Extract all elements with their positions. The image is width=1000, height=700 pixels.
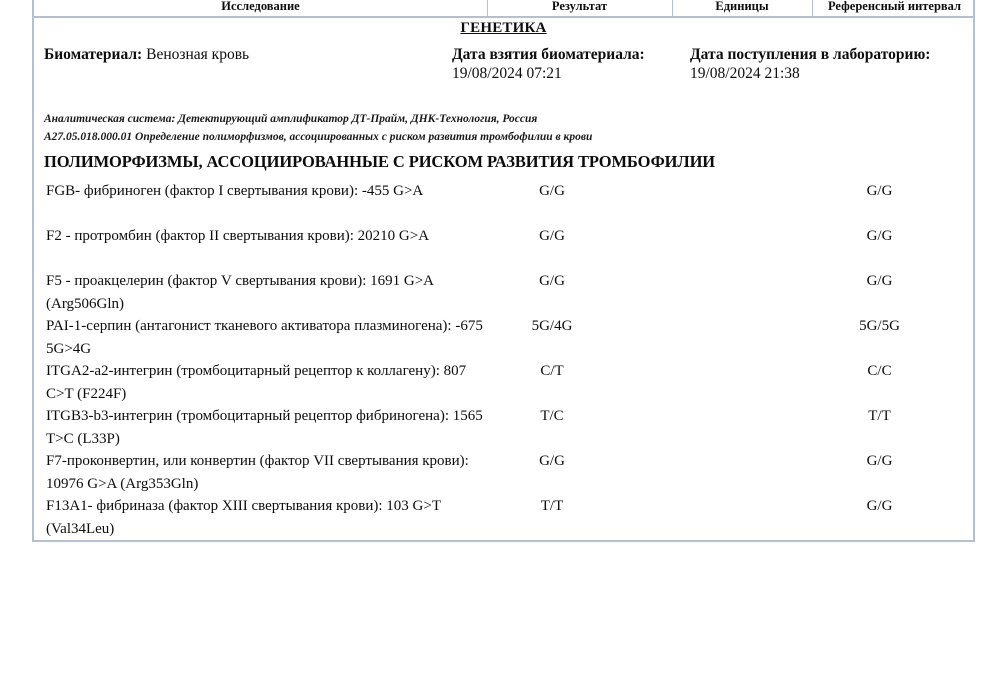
row-result-value: T/C (540, 408, 564, 424)
row-reference-value: T/T (868, 408, 891, 424)
row-reference-value: G/G (866, 498, 893, 514)
row-result-value: G/G (539, 183, 565, 199)
column-header-study: Исследование (221, 0, 300, 13)
row-result-value: G/G (539, 453, 565, 469)
date-received-value: 19/08/2024 21:38 (690, 65, 800, 82)
biomaterial-value: Венозная кровь (146, 46, 250, 63)
column-header-result: Результат (551, 0, 608, 13)
row-result-value: C/T (540, 363, 564, 379)
row-result-value: G/G (539, 228, 565, 244)
row-reference-value: 5G/5G (859, 318, 900, 334)
table-row (34, 315, 973, 360)
row-study-name: F7-проконвертин, или конвертин (фактор VII свертывания крови): 10976 G>A (Arg353Gln) (46, 453, 469, 492)
results-list (34, 180, 973, 540)
row-study-name: PAI-1-серпин (антагонист тканевого активатора плазминогена): -675 5G>4G (46, 318, 483, 357)
row-reference-value: G/G (866, 228, 893, 244)
table-row (34, 270, 973, 315)
row-reference-value: G/G (866, 273, 893, 289)
table-row (34, 450, 973, 495)
table-row (34, 495, 973, 540)
row-result-value: T/T (540, 498, 564, 514)
table-row (34, 360, 973, 405)
column-header-reference: Референсный интервал (827, 0, 962, 13)
row-reference-value: C/C (867, 363, 892, 379)
table-header-row (34, 0, 973, 18)
date-received-block (690, 46, 930, 83)
date-received-label: Дата поступления в лабораторию: (690, 46, 931, 63)
row-study-name: F13A1- фибриназа (фактор XIII свертывания крови): 103 G>T (Val34Leu) (46, 498, 441, 537)
biomaterial-label: Биоматериал: (44, 46, 143, 63)
analysis-code-line: A27.05.018.000.01 Определение полиморфизмов, ассоциированных с риском развития тромбофилии в крови (44, 131, 593, 143)
row-study-name: ITGB3-b3-интегрин (тромбоцитарный рецептор фибриногена): 1565 T>C (L33P) (46, 408, 483, 447)
row-reference-value: G/G (866, 453, 893, 469)
panel-heading-thrombophilia: ПОЛИМОРФИЗМЫ, АССОЦИИРОВАННЫЕ С РИСКОМ РАЗВИТИЯ ТРОМБОФИЛИИ (44, 152, 716, 171)
analytic-system-line: Аналитическая система: Детектирующий амплификатор ДТ-Прайм, ДНК-Технология, Россия (44, 113, 538, 125)
row-result-value: G/G (539, 273, 565, 289)
date-taken-value: 19/08/2024 07:21 (452, 65, 562, 82)
lab-results-table (32, 0, 975, 542)
table-row (34, 405, 973, 450)
row-study-name: F2 - протромбин (фактор II свертывания крови): 20210 G>A (46, 228, 430, 244)
row-result-value: 5G/4G (531, 318, 573, 334)
row-reference-value: G/G (866, 183, 893, 199)
row-study-name: ITGA2-a2-интегрин (тромбоцитарный рецептор к коллагену): 807 C>T (F224F) (46, 363, 467, 402)
table-row (34, 225, 973, 270)
date-taken-label: Дата взятия биоматериала: (452, 46, 645, 63)
section-title-genetics: ГЕНЕТИКА (460, 20, 547, 36)
analytic-system-info (44, 110, 592, 146)
table-row (34, 180, 973, 225)
sample-metadata (34, 44, 973, 100)
column-header-units: Единицы (715, 0, 769, 13)
date-taken-block (452, 46, 645, 83)
row-study-name: F5 - проакцелерин (фактор V свертывания крови): 1691 G>A (Arg506Gln) (46, 273, 434, 312)
biomaterial-line (44, 46, 249, 64)
row-study-name: FGB- фибриноген (фактор I свертывания крови): -455 G>A (46, 183, 424, 199)
